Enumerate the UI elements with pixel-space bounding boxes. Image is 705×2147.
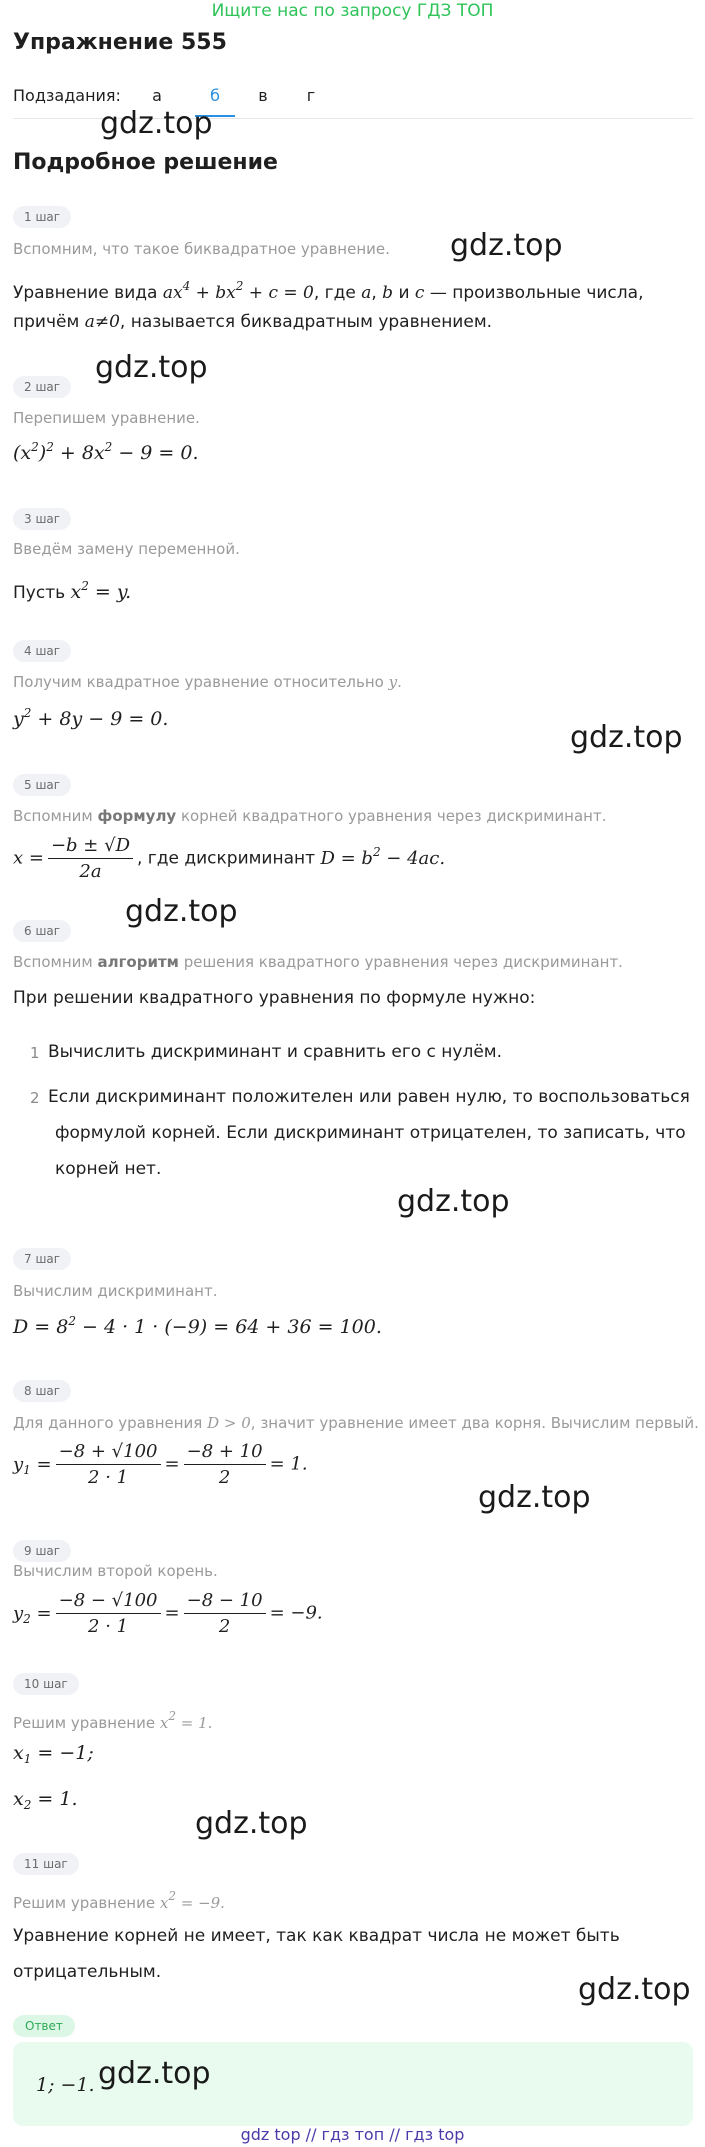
step-hint: Для данного уравнения D > 0, значит уравнение имеет два корня. Вычислим первый.	[13, 1414, 699, 1432]
tab-g[interactable]: г	[306, 86, 316, 105]
watermark: gdz.top	[450, 228, 563, 263]
step-text: причём a≠0, называется биквадратным уравнением.	[13, 312, 493, 332]
list-number: 2	[30, 1089, 40, 1107]
watermark: gdz.top	[578, 1972, 691, 2007]
tab-a[interactable]: а	[152, 86, 162, 105]
watermark: gdz.top	[95, 350, 208, 385]
step-formula: $(x^2)^2 + 8x^2 - 9 = 0$.	[13, 440, 199, 464]
step-badge: 1 шаг	[13, 206, 71, 228]
step-hint: Вспомним формулу корней квадратного уравнения через дискриминант.	[13, 807, 607, 825]
step-formula: $D = 8^2 - 4 \cdot 1 \cdot (-9) = 64 + 36 = 100$.	[13, 1314, 382, 1338]
step-text: Пусть $x^2 = y$.	[13, 579, 132, 603]
list-item: Если дискриминант положителен или равен нулю, то воспользоваться	[48, 1087, 690, 1107]
watermark: gdz.top	[195, 1806, 308, 1841]
watermark: gdz.top	[125, 894, 238, 929]
step-hint: Перепишем уравнение.	[13, 409, 200, 427]
watermark: gdz.top	[397, 1184, 510, 1219]
step-text: Уравнение корней не имеет, так как квадрат числа не может быть	[13, 1926, 620, 1946]
watermark: gdz.top	[100, 106, 213, 141]
step-formula: $y^2 + 8y - 9 = 0$.	[13, 706, 169, 730]
step-badge: 6 шаг	[13, 920, 71, 942]
step-text: Уравнение вида $ax^4 + bx^2 + c = 0$, где a, b и c — произвольные числа,	[13, 279, 644, 303]
tab-v[interactable]: в	[258, 86, 268, 105]
step-badge: 11 шаг	[13, 1853, 79, 1875]
step-hint: Получим квадратное уравнение относительно y.	[13, 673, 402, 691]
step-badge: 3 шаг	[13, 508, 71, 530]
step-hint: Решим уравнение $x^2 = 1$.	[13, 1709, 213, 1732]
step-badge: 10 шаг	[13, 1673, 79, 1695]
step-badge: 8 шаг	[13, 1380, 71, 1402]
step-formula: $y_1$ = $\frac{-8 + √100}{2 \cdot 1}$ = $\frac{-8 + 10}{2}$ = 1.	[13, 1441, 308, 1488]
step-text: отрицательным.	[13, 1962, 162, 1982]
step-badge: 4 шаг	[13, 640, 71, 662]
solution-title: Подробное решение	[13, 150, 278, 175]
step-hint: Вычислим второй корень.	[13, 1562, 218, 1580]
subtasks-label: Подзадания:	[13, 86, 121, 105]
watermark: gdz.top	[570, 720, 683, 755]
step-formula: x = $\frac{-b \pm √D}{2a}$ , где дискриминант $D = b^2 - 4ac$.	[13, 835, 446, 882]
watermark: gdz.top	[478, 1480, 591, 1515]
step-formula: $y_2$ = $\frac{-8 - √100}{2 \cdot 1}$ = $\frac{-8 - 10}{2}$ = −9.	[13, 1590, 323, 1637]
list-item: корней нет.	[55, 1159, 162, 1179]
answer-badge: Ответ	[13, 2015, 75, 2037]
answer-value: 1; −1.	[36, 2074, 95, 2096]
step-hint: Вычислим дискриминант.	[13, 1282, 218, 1300]
list-item: формулой корней. Если дискриминант отрицателен, то записать, что	[55, 1123, 686, 1143]
step-hint: Решим уравнение $x^2 = -9$.	[13, 1889, 225, 1912]
step-formula: $x_1 = -1$;	[13, 1742, 94, 1766]
search-banner[interactable]: Ищите нас по запросу ГДЗ ТОП	[211, 1, 494, 21]
tab-b[interactable]: б	[210, 86, 220, 105]
step-hint: Введём замену переменной.	[13, 540, 240, 558]
list-item: Вычислить дискриминант и сравнить его с нулём.	[48, 1042, 503, 1062]
step-text: При решении квадратного уравнения по формуле нужно:	[13, 988, 536, 1008]
page-title: Упражнение 555	[13, 30, 227, 55]
watermark: gdz.top	[98, 2056, 211, 2091]
step-hint: Вспомним алгоритм решения квадратного уравнения через дискриминант.	[13, 953, 623, 971]
footer-links[interactable]: gdz top // гдз топ // гдз top	[240, 2125, 465, 2144]
step-hint: Вспомним, что такое биквадратное уравнение.	[13, 240, 390, 258]
step-badge: 2 шаг	[13, 376, 71, 398]
step-formula: $x_2 = 1$.	[13, 1788, 78, 1812]
list-number: 1	[30, 1044, 40, 1062]
step-badge: 5 шаг	[13, 774, 71, 796]
step-badge: 7 шаг	[13, 1248, 71, 1270]
step-badge: 9 шаг	[13, 1540, 71, 1562]
